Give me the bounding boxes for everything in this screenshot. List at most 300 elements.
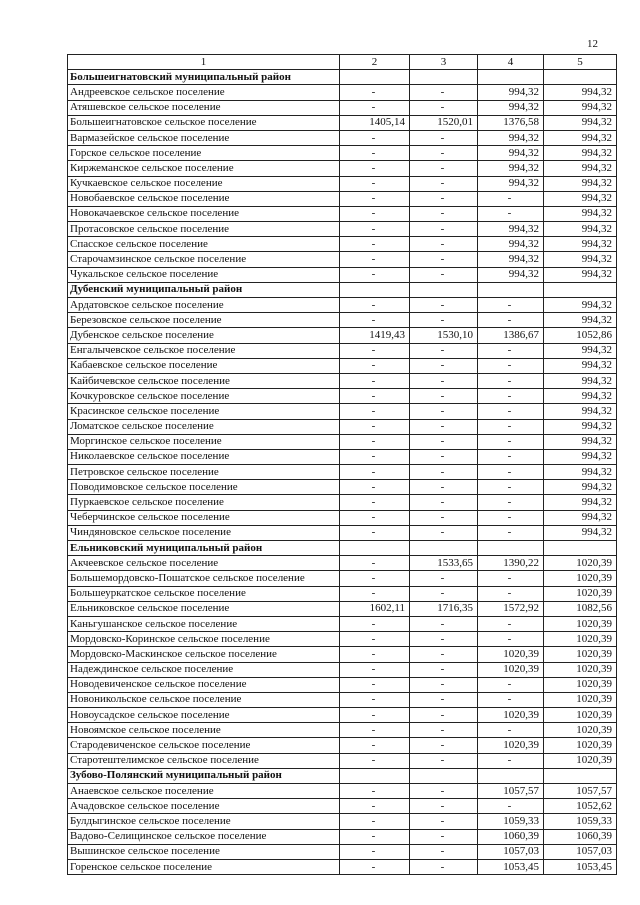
value-col2: - [340, 525, 410, 540]
value-col4: 1053,45 [478, 859, 544, 874]
table-row [68, 358, 617, 373]
settlement-name: Моргинское сельское поселение [68, 434, 340, 449]
settlement-name: Пуркаевское сельское поселение [68, 495, 340, 510]
empty-cell [544, 282, 617, 297]
column-header: 3 [410, 55, 478, 70]
settlement-name: Вармазейское сельское поселение [68, 130, 340, 145]
settlement-name: Ачадовское сельское поселение [68, 799, 340, 814]
value-col2: - [340, 85, 410, 100]
value-col2: - [340, 571, 410, 586]
settlement-name: Андреевское сельское поселение [68, 85, 340, 100]
value-col2: - [340, 206, 410, 221]
value-col4: - [478, 495, 544, 510]
value-col2: - [340, 859, 410, 874]
value-col3: - [410, 677, 478, 692]
settlement-name: Кабаевское сельское поселение [68, 358, 340, 373]
value-col2: - [340, 510, 410, 525]
table-row [68, 191, 617, 206]
value-col4: - [478, 480, 544, 495]
settlement-name: Вышинское сельское поселение [68, 844, 340, 859]
value-col4: - [478, 692, 544, 707]
table-row [68, 632, 617, 647]
settlement-name: Поводимовское сельское поселение [68, 480, 340, 495]
value-col2: - [340, 343, 410, 358]
value-col4: - [478, 373, 544, 388]
value-col3: - [410, 161, 478, 176]
value-col5: 1020,39 [544, 738, 617, 753]
value-col5: 994,32 [544, 237, 617, 252]
value-col5: 1060,39 [544, 829, 617, 844]
value-col5: 1020,39 [544, 571, 617, 586]
table-row [68, 692, 617, 707]
table-row [68, 252, 617, 267]
value-col3: - [410, 753, 478, 768]
value-col3: - [410, 662, 478, 677]
empty-cell [410, 282, 478, 297]
table-row [68, 495, 617, 510]
value-col2: - [340, 784, 410, 799]
value-col4: 994,32 [478, 146, 544, 161]
settlement-name: Киржеманское сельское поселение [68, 161, 340, 176]
table-row [68, 525, 617, 540]
district-row [68, 282, 617, 297]
value-col2: - [340, 404, 410, 419]
settlement-name: Горенское сельское поселение [68, 859, 340, 874]
empty-cell [544, 70, 617, 85]
value-col4: - [478, 343, 544, 358]
value-col3: - [410, 632, 478, 647]
value-col2: - [340, 389, 410, 404]
value-col3: - [410, 723, 478, 738]
table-row [68, 677, 617, 692]
value-col2: 1405,14 [340, 115, 410, 130]
value-col2: - [340, 495, 410, 510]
value-col5: 1020,39 [544, 556, 617, 571]
value-col3: - [410, 419, 478, 434]
settlement-name: Николаевское сельское поселение [68, 449, 340, 464]
value-col4: - [478, 510, 544, 525]
value-col3: - [410, 389, 478, 404]
value-col4: 1020,39 [478, 738, 544, 753]
value-col4: 1020,39 [478, 662, 544, 677]
value-col5: 994,32 [544, 115, 617, 130]
settlement-name: Кучкаевское сельское поселение [68, 176, 340, 191]
table-row [68, 237, 617, 252]
table-row [68, 373, 617, 388]
settlement-name: Березовское сельское поселение [68, 313, 340, 328]
value-col2: - [340, 844, 410, 859]
value-col2: - [340, 814, 410, 829]
value-col3: - [410, 176, 478, 191]
table-row [68, 419, 617, 434]
empty-cell [478, 541, 544, 556]
table-row [68, 480, 617, 495]
settlement-name: Кайбичевское сельское поселение [68, 373, 340, 388]
value-col5: 994,32 [544, 313, 617, 328]
value-col5: 994,32 [544, 449, 617, 464]
value-col5: 1082,56 [544, 601, 617, 616]
value-col4: - [478, 191, 544, 206]
value-col2: - [340, 480, 410, 495]
value-col2: - [340, 753, 410, 768]
district-row [68, 768, 617, 783]
value-col5: 1020,39 [544, 708, 617, 723]
value-col4: - [478, 434, 544, 449]
value-col2: - [340, 738, 410, 753]
value-col4: 994,32 [478, 85, 544, 100]
value-col2: - [340, 191, 410, 206]
value-col4: 1020,39 [478, 708, 544, 723]
value-col4: 994,32 [478, 161, 544, 176]
value-col3: - [410, 206, 478, 221]
value-col3: 1520,01 [410, 115, 478, 130]
settlement-name: Дубенское сельское поселение [68, 328, 340, 343]
value-col3: - [410, 313, 478, 328]
value-col2: - [340, 556, 410, 571]
settlement-name: Булдыгинское сельское поселение [68, 814, 340, 829]
table-row [68, 176, 617, 191]
value-col3: - [410, 373, 478, 388]
value-col3: - [410, 799, 478, 814]
value-col4: - [478, 449, 544, 464]
page-number: 12 [587, 38, 598, 50]
value-col5: 994,32 [544, 465, 617, 480]
value-col4: 994,32 [478, 267, 544, 282]
value-col2: - [340, 222, 410, 237]
table-row [68, 708, 617, 723]
value-col5: 994,32 [544, 130, 617, 145]
value-col5: 1020,39 [544, 647, 617, 662]
district-row [68, 70, 617, 85]
value-col2: - [340, 161, 410, 176]
value-col2: - [340, 358, 410, 373]
value-col5: 1020,39 [544, 662, 617, 677]
value-col5: 994,32 [544, 191, 617, 206]
settlement-name: Атяшевское сельское поселение [68, 100, 340, 115]
table-row [68, 556, 617, 571]
value-col5: 1059,33 [544, 814, 617, 829]
value-col2: - [340, 237, 410, 252]
settlement-name: Старотештелимское сельское поселение [68, 753, 340, 768]
value-col4: - [478, 753, 544, 768]
value-col3: - [410, 510, 478, 525]
value-col3: 1716,35 [410, 601, 478, 616]
value-col2: 1419,43 [340, 328, 410, 343]
value-col5: 1053,45 [544, 859, 617, 874]
value-col5: 1020,39 [544, 586, 617, 601]
value-col2: - [340, 176, 410, 191]
value-col3: - [410, 738, 478, 753]
value-col4: - [478, 465, 544, 480]
settlement-name: Старочамзинское сельское поселение [68, 252, 340, 267]
value-col3: - [410, 222, 478, 237]
value-col2: - [340, 465, 410, 480]
column-header: 1 [68, 55, 340, 70]
value-col4: 994,32 [478, 237, 544, 252]
table-row [68, 434, 617, 449]
district-name: Большеигнатовский муниципальный район [68, 70, 340, 85]
value-col4: 1020,39 [478, 647, 544, 662]
settlement-name: Новоусадское сельское поселение [68, 708, 340, 723]
value-col2: - [340, 799, 410, 814]
value-col2: - [340, 586, 410, 601]
value-col3: - [410, 814, 478, 829]
table-row [68, 571, 617, 586]
table-row [68, 85, 617, 100]
value-col4: - [478, 799, 544, 814]
table-row [68, 662, 617, 677]
settlement-name: Новокачаевское сельское поселение [68, 206, 340, 221]
value-col3: - [410, 100, 478, 115]
value-col5: 994,32 [544, 298, 617, 313]
value-col2: - [340, 252, 410, 267]
value-col5: 994,32 [544, 176, 617, 191]
settlement-name: Петровское сельское поселение [68, 465, 340, 480]
value-col3: - [410, 480, 478, 495]
table-row [68, 829, 617, 844]
value-col2: - [340, 647, 410, 662]
value-col3: - [410, 358, 478, 373]
value-col3: - [410, 434, 478, 449]
value-col5: 994,32 [544, 404, 617, 419]
value-col5: 994,32 [544, 343, 617, 358]
settlement-name: Каньгушанское сельское поселение [68, 616, 340, 631]
tariff-table [67, 54, 617, 875]
value-col3: 1530,10 [410, 328, 478, 343]
settlement-name: Большемордовско-Пошатское сельское поселение [68, 571, 340, 586]
settlement-name: Чеберчинское сельское поселение [68, 510, 340, 525]
value-col2: - [340, 419, 410, 434]
table-row [68, 313, 617, 328]
table-row [68, 206, 617, 221]
empty-cell [544, 768, 617, 783]
value-col2: - [340, 267, 410, 282]
value-col4: 994,32 [478, 100, 544, 115]
table-row [68, 161, 617, 176]
settlement-name: Ардатовское сельское поселение [68, 298, 340, 313]
value-col4: - [478, 389, 544, 404]
value-col3: - [410, 495, 478, 510]
value-col4: - [478, 616, 544, 631]
value-col3: - [410, 708, 478, 723]
value-col4: - [478, 677, 544, 692]
table-row [68, 115, 617, 130]
table-row [68, 267, 617, 282]
table-row [68, 100, 617, 115]
settlement-name: Горское сельское поселение [68, 146, 340, 161]
value-col5: 1020,39 [544, 677, 617, 692]
settlement-name: Новоникольское сельское поселение [68, 692, 340, 707]
empty-cell [478, 768, 544, 783]
value-col3: 1533,65 [410, 556, 478, 571]
value-col3: - [410, 647, 478, 662]
value-col2: - [340, 100, 410, 115]
value-col5: 994,32 [544, 389, 617, 404]
value-col4: 1057,03 [478, 844, 544, 859]
value-col2: - [340, 616, 410, 631]
value-col4: - [478, 525, 544, 540]
empty-cell [340, 70, 410, 85]
value-col2: - [340, 708, 410, 723]
settlement-name: Большеигнатовское сельское поселение [68, 115, 340, 130]
table-row [68, 222, 617, 237]
value-col2: - [340, 373, 410, 388]
value-col4: - [478, 419, 544, 434]
table-row [68, 647, 617, 662]
table-row [68, 784, 617, 799]
empty-cell [410, 768, 478, 783]
settlement-name: Чукальское сельское поселение [68, 267, 340, 282]
empty-cell [544, 541, 617, 556]
settlement-name: Стародевиченское сельское поселение [68, 738, 340, 753]
value-col4: 994,32 [478, 222, 544, 237]
table-row [68, 844, 617, 859]
value-col2: - [340, 677, 410, 692]
value-col2: - [340, 632, 410, 647]
header-row [68, 55, 617, 70]
value-col3: - [410, 616, 478, 631]
value-col3: - [410, 85, 478, 100]
settlement-name: Надеждинское сельское поселение [68, 662, 340, 677]
table-row [68, 130, 617, 145]
value-col3: - [410, 267, 478, 282]
table-row [68, 814, 617, 829]
value-col5: 1020,39 [544, 632, 617, 647]
district-name: Зубово-Полянский муниципальный район [68, 768, 340, 783]
empty-cell [410, 70, 478, 85]
value-col3: - [410, 343, 478, 358]
value-col2: - [340, 298, 410, 313]
value-col5: 994,32 [544, 434, 617, 449]
value-col5: 994,32 [544, 161, 617, 176]
value-col4: - [478, 313, 544, 328]
settlement-name: Вадово-Селищинское сельское поселение [68, 829, 340, 844]
value-col3: - [410, 191, 478, 206]
settlement-name: Кочкуровское сельское поселение [68, 389, 340, 404]
column-header: 2 [340, 55, 410, 70]
value-col5: 994,32 [544, 510, 617, 525]
value-col5: 994,32 [544, 480, 617, 495]
settlement-name: Ельниковское сельское поселение [68, 601, 340, 616]
value-col2: - [340, 723, 410, 738]
empty-cell [340, 541, 410, 556]
value-col4: 994,32 [478, 176, 544, 191]
value-col3: - [410, 571, 478, 586]
district-name: Ельниковский муниципальный район [68, 541, 340, 556]
value-col4: - [478, 206, 544, 221]
value-col3: - [410, 525, 478, 540]
value-col3: - [410, 449, 478, 464]
value-col4: - [478, 586, 544, 601]
value-col5: 1052,62 [544, 799, 617, 814]
table-row [68, 859, 617, 874]
value-col2: - [340, 434, 410, 449]
value-col4: - [478, 723, 544, 738]
value-col5: 994,32 [544, 525, 617, 540]
value-col2: - [340, 313, 410, 328]
value-col3: - [410, 130, 478, 145]
value-col2: 1602,11 [340, 601, 410, 616]
value-col5: 994,32 [544, 495, 617, 510]
settlement-name: Мордовско-Коринское сельское поселение [68, 632, 340, 647]
value-col4: - [478, 571, 544, 586]
value-col5: 1020,39 [544, 723, 617, 738]
value-col3: - [410, 859, 478, 874]
settlement-name: Красинское сельское поселение [68, 404, 340, 419]
value-col3: - [410, 252, 478, 267]
table-row [68, 298, 617, 313]
value-col3: - [410, 829, 478, 844]
value-col2: - [340, 130, 410, 145]
value-col5: 1057,03 [544, 844, 617, 859]
table-row [68, 389, 617, 404]
value-col5: 994,32 [544, 206, 617, 221]
value-col4: 1376,58 [478, 115, 544, 130]
value-col4: 994,32 [478, 252, 544, 267]
empty-cell [478, 282, 544, 297]
settlement-name: Енгалычевское сельское поселение [68, 343, 340, 358]
value-col4: 1059,33 [478, 814, 544, 829]
settlement-name: Мордовско-Маскинское сельское поселение [68, 647, 340, 662]
value-col4: - [478, 404, 544, 419]
value-col5: 994,32 [544, 252, 617, 267]
value-col5: 994,32 [544, 419, 617, 434]
value-col3: - [410, 692, 478, 707]
value-col5: 994,32 [544, 373, 617, 388]
value-col5: 1020,39 [544, 753, 617, 768]
value-col5: 994,32 [544, 358, 617, 373]
settlement-name: Новоямское сельское поселение [68, 723, 340, 738]
table-row [68, 465, 617, 480]
value-col4: 1572,92 [478, 601, 544, 616]
empty-cell [340, 282, 410, 297]
empty-cell [340, 768, 410, 783]
table-row [68, 449, 617, 464]
table-row [68, 753, 617, 768]
settlement-name: Протасовское сельское поселение [68, 222, 340, 237]
value-col4: 1060,39 [478, 829, 544, 844]
settlement-name: Новодевиченское сельское поселение [68, 677, 340, 692]
value-col2: - [340, 662, 410, 677]
value-col5: 1057,57 [544, 784, 617, 799]
value-col3: - [410, 237, 478, 252]
settlement-name: Ломатское сельское поселение [68, 419, 340, 434]
value-col5: 994,32 [544, 222, 617, 237]
district-name: Дубенский муниципальный район [68, 282, 340, 297]
settlement-name: Спасское сельское поселение [68, 237, 340, 252]
empty-cell [478, 70, 544, 85]
value-col4: 1057,57 [478, 784, 544, 799]
value-col5: 994,32 [544, 85, 617, 100]
settlement-name: Новобаевское сельское поселение [68, 191, 340, 206]
value-col3: - [410, 465, 478, 480]
table-row [68, 601, 617, 616]
value-col3: - [410, 586, 478, 601]
column-header: 5 [544, 55, 617, 70]
value-col3: - [410, 298, 478, 313]
value-col5: 994,32 [544, 267, 617, 282]
column-header: 4 [478, 55, 544, 70]
district-row [68, 541, 617, 556]
value-col5: 1020,39 [544, 616, 617, 631]
value-col2: - [340, 146, 410, 161]
table-row [68, 799, 617, 814]
table-row [68, 723, 617, 738]
value-col3: - [410, 146, 478, 161]
value-col3: - [410, 844, 478, 859]
value-col4: 994,32 [478, 130, 544, 145]
value-col5: 994,32 [544, 100, 617, 115]
